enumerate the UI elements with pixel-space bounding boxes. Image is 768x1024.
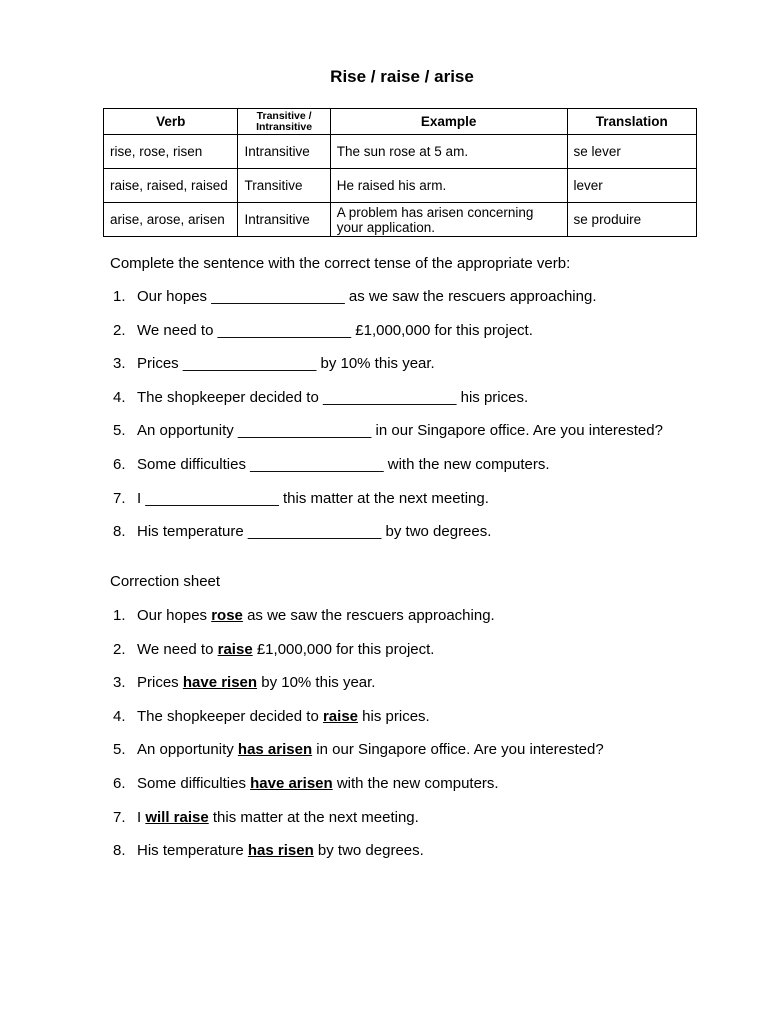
exercise-sentence: I ________________ this matter at the next meeting.	[137, 489, 489, 507]
item-number: 4.	[113, 707, 126, 725]
correction-item	[108, 674, 604, 708]
table-row	[104, 135, 697, 169]
item-number: 1.	[113, 607, 126, 624]
item-number: 6.	[113, 455, 126, 473]
sentence-before: Some difficulties	[137, 774, 251, 792]
cell-example: A problem has arisen concerning your application.	[330, 203, 567, 237]
item-number: 8.	[113, 842, 126, 860]
answer: have arisen	[250, 774, 333, 792]
answer: has risen	[247, 842, 314, 860]
sentence-after: in our Singapore office. Are you interested?	[312, 741, 604, 759]
table-header-row	[104, 109, 697, 135]
item-number: 3.	[113, 674, 126, 692]
answer: raise	[322, 707, 359, 725]
item-number: 5.	[113, 741, 126, 759]
cell-type: Intransitive	[238, 203, 330, 237]
correction-item	[108, 708, 604, 742]
cell-verb: arise, arose, arisen	[104, 203, 238, 237]
cell-verb: rise, rose, risen	[104, 135, 238, 169]
header-transitive: Transitive / Intransitive	[238, 109, 330, 135]
exercise-sentence: An opportunity ________________ in our Singapore office. Are you interested?	[137, 422, 663, 440]
answer: have risen	[182, 674, 258, 692]
item-number: 8.	[113, 523, 126, 541]
exercise-item	[108, 523, 663, 557]
exercise-instruction: Complete the sentence with the correct tense of the appropriate verb:	[110, 255, 571, 272]
exercise-item	[108, 322, 663, 356]
exercise-sentence: Our hopes ________________ as we saw the rescuers approaching.	[137, 288, 597, 305]
item-number: 2.	[113, 321, 126, 339]
item-number: 6.	[113, 774, 126, 792]
verb-table	[103, 108, 697, 237]
header-translation: Translation	[567, 109, 696, 135]
header-verb: Verb	[104, 109, 238, 135]
cell-translation: lever	[567, 169, 696, 203]
correction-list	[108, 607, 604, 876]
correction-item	[108, 775, 604, 809]
answer: will raise	[145, 808, 209, 826]
exercise-sentence: The shopkeeper decided to ________________ his prices.	[137, 388, 529, 406]
correction-sheet-label: Correction sheet	[110, 573, 221, 590]
cell-translation: se produire	[567, 203, 696, 237]
sentence-after: as we saw the rescuers approaching.	[242, 607, 495, 624]
item-number: 7.	[113, 808, 126, 826]
sentence-after: £1,000,000 for this project.	[252, 640, 435, 658]
sentence-after: his prices.	[358, 707, 430, 725]
exercise-sentence: His temperature ________________ by two degrees.	[137, 523, 492, 541]
sentence-after: by two degrees.	[313, 842, 424, 860]
correction-item	[108, 809, 604, 843]
correction-item	[108, 641, 604, 675]
cell-translation: se lever	[567, 135, 696, 169]
table-row	[104, 169, 697, 203]
exercise-sentence: We need to ________________ £1,000,000 for this project.	[137, 321, 533, 339]
exercise-item	[108, 456, 663, 490]
sentence-before: I	[137, 808, 146, 826]
item-number: 3.	[113, 355, 126, 373]
item-number: 7.	[113, 489, 126, 507]
exercise-sentence: Some difficulties ________________ with the new computers.	[137, 455, 550, 473]
exercise-list	[108, 288, 663, 557]
sentence-before: His temperature	[137, 842, 248, 860]
table-row	[104, 203, 697, 237]
item-number: 2.	[113, 640, 126, 658]
answer: raise	[217, 640, 253, 658]
cell-verb: raise, raised, raised	[104, 169, 238, 203]
sentence-before: Our hopes	[137, 607, 212, 624]
cell-example: He raised his arm.	[330, 169, 567, 203]
sentence-after: by 10% this year.	[257, 674, 376, 692]
exercise-sentence: Prices ________________ by 10% this year.	[137, 355, 435, 373]
sentence-before: Prices	[137, 674, 183, 692]
header-example: Example	[330, 109, 567, 135]
exercise-item	[108, 355, 663, 389]
item-number: 1.	[113, 288, 126, 305]
page-title: Rise / raise / arise	[330, 67, 474, 86]
cell-type: Transitive	[238, 169, 330, 203]
cell-example: The sun rose at 5 am.	[330, 135, 567, 169]
correction-item	[108, 741, 604, 775]
sentence-before: We need to	[137, 640, 218, 658]
sentence-after: this matter at the next meeting.	[208, 808, 419, 826]
item-number: 5.	[113, 422, 126, 440]
exercise-item	[108, 389, 663, 423]
sentence-before: An opportunity	[137, 741, 238, 759]
cell-type: Intransitive	[238, 135, 330, 169]
exercise-item	[108, 288, 663, 322]
exercise-item	[108, 422, 663, 456]
item-number: 4.	[113, 388, 126, 406]
sentence-after: with the new computers.	[332, 774, 499, 792]
correction-item	[108, 842, 604, 876]
correction-item	[108, 607, 604, 641]
answer: has arisen	[237, 741, 313, 759]
answer: rose	[211, 607, 243, 624]
sentence-before: The shopkeeper decided to	[137, 707, 323, 725]
exercise-item	[108, 490, 663, 524]
